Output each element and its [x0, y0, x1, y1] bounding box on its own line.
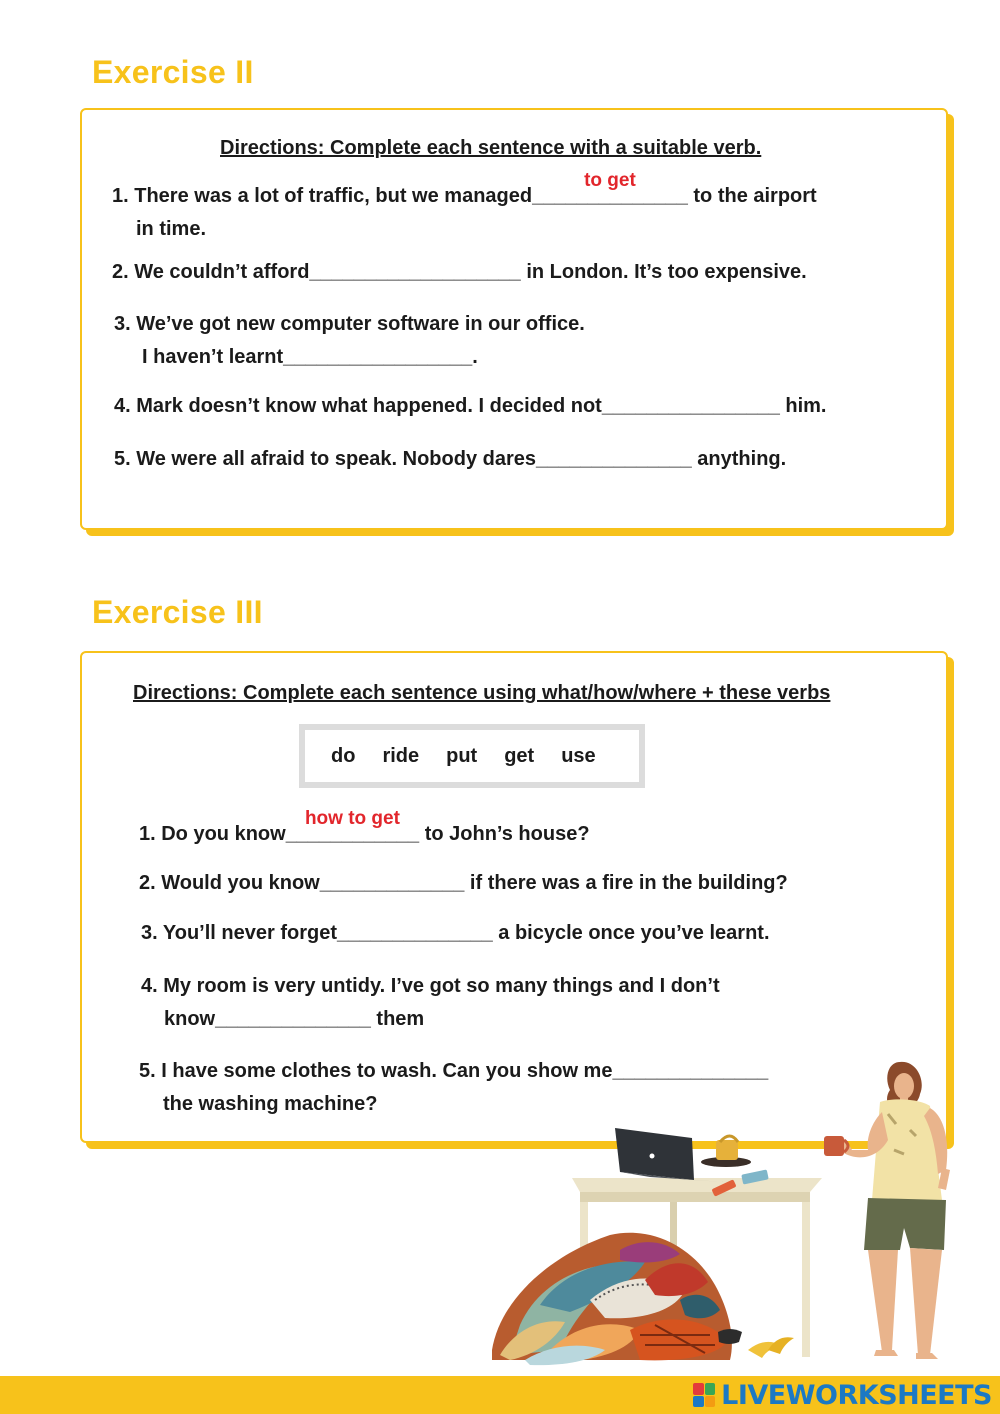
ex3-item-3: 3. You’ll never forget______________ a bicycle once you’ve learnt.	[141, 917, 770, 950]
ex2-item-1-cont: in time.	[136, 218, 207, 240]
exercise-2-title: Exercise II	[92, 54, 254, 90]
liveworksheets-brand[interactable]	[693, 1378, 992, 1412]
brand-text: LIVEWORKSHEETS	[721, 1379, 992, 1411]
ex3-answer-1[interactable]: how to get	[304, 808, 400, 829]
liveworksheets-logo-icon	[693, 1383, 715, 1407]
ex3-blank-3[interactable]: ______________	[336, 922, 493, 944]
verb-box	[299, 724, 645, 788]
exercise-2-directions: Directions: Complete each sentence with a suitable verb.	[220, 137, 762, 159]
messy-room-illustration	[480, 1050, 1000, 1380]
ex2-blank-1[interactable]: ______________ to get	[532, 180, 688, 213]
ex3-item-4-line2: know______________ them	[164, 1003, 424, 1036]
ex3-item-5-cont: the washing machine?	[163, 1093, 378, 1115]
verb-put: put	[446, 744, 478, 767]
exercise-3-directions: Directions: Complete each sentence using what/how/where + these verbs	[133, 682, 831, 704]
ex3-blank-2[interactable]: _____________	[319, 872, 465, 894]
ex3-item-5: 5. I have some clothes to wash. Can you show me______________	[139, 1055, 768, 1088]
ex3-item-1: 1. Do you know____________ how to get to John’s house?	[139, 818, 590, 851]
ex2-blank-5[interactable]: ______________	[536, 448, 692, 470]
ex3-blank-1[interactable]: ____________ how to get	[286, 818, 419, 851]
verb-use: use	[561, 744, 596, 767]
ex3-item-2: 2. Would you know_____________ if there was a fire in the building?	[139, 867, 788, 900]
exercise-3-title: Exercise III	[92, 594, 263, 630]
ex2-answer-1[interactable]: to get	[584, 170, 636, 191]
verb-get: get	[504, 744, 535, 767]
ex2-blank-2[interactable]: ___________________	[309, 261, 521, 283]
ex2-blank-4[interactable]: ________________	[601, 395, 780, 417]
clothes-pile-icon	[492, 1233, 732, 1365]
ex2-item-3: 3. We’ve got new computer software in our office.	[114, 313, 585, 335]
ex2-item-5: 5. We were all afraid to speak. Nobody dares______________ anything.	[114, 443, 786, 476]
ex2-blank-3[interactable]: _________________	[283, 346, 473, 368]
ex2-item-3-line2: I haven’t learnt_________________.	[142, 341, 478, 374]
ex2-item-4: 4. Mark doesn’t know what happened. I decided not________________ him.	[114, 390, 826, 423]
verb-ride: ride	[382, 744, 420, 767]
ex2-item-2: 2. We couldn’t afford___________________ in London. It’s too expensive.	[112, 256, 807, 289]
woman-icon	[824, 1062, 950, 1359]
ex2-item-1: 1. There was a lot of traffic, but we managed______________ to get to the airport	[112, 180, 817, 213]
ex3-blank-4[interactable]: ______________	[215, 1008, 371, 1030]
ex3-item-4: 4. My room is very untidy. I’ve got so many things and I don’t	[141, 975, 720, 997]
verb-do: do	[331, 744, 356, 767]
ex3-blank-5[interactable]: ______________	[612, 1060, 769, 1082]
laptop-icon	[615, 1128, 724, 1182]
